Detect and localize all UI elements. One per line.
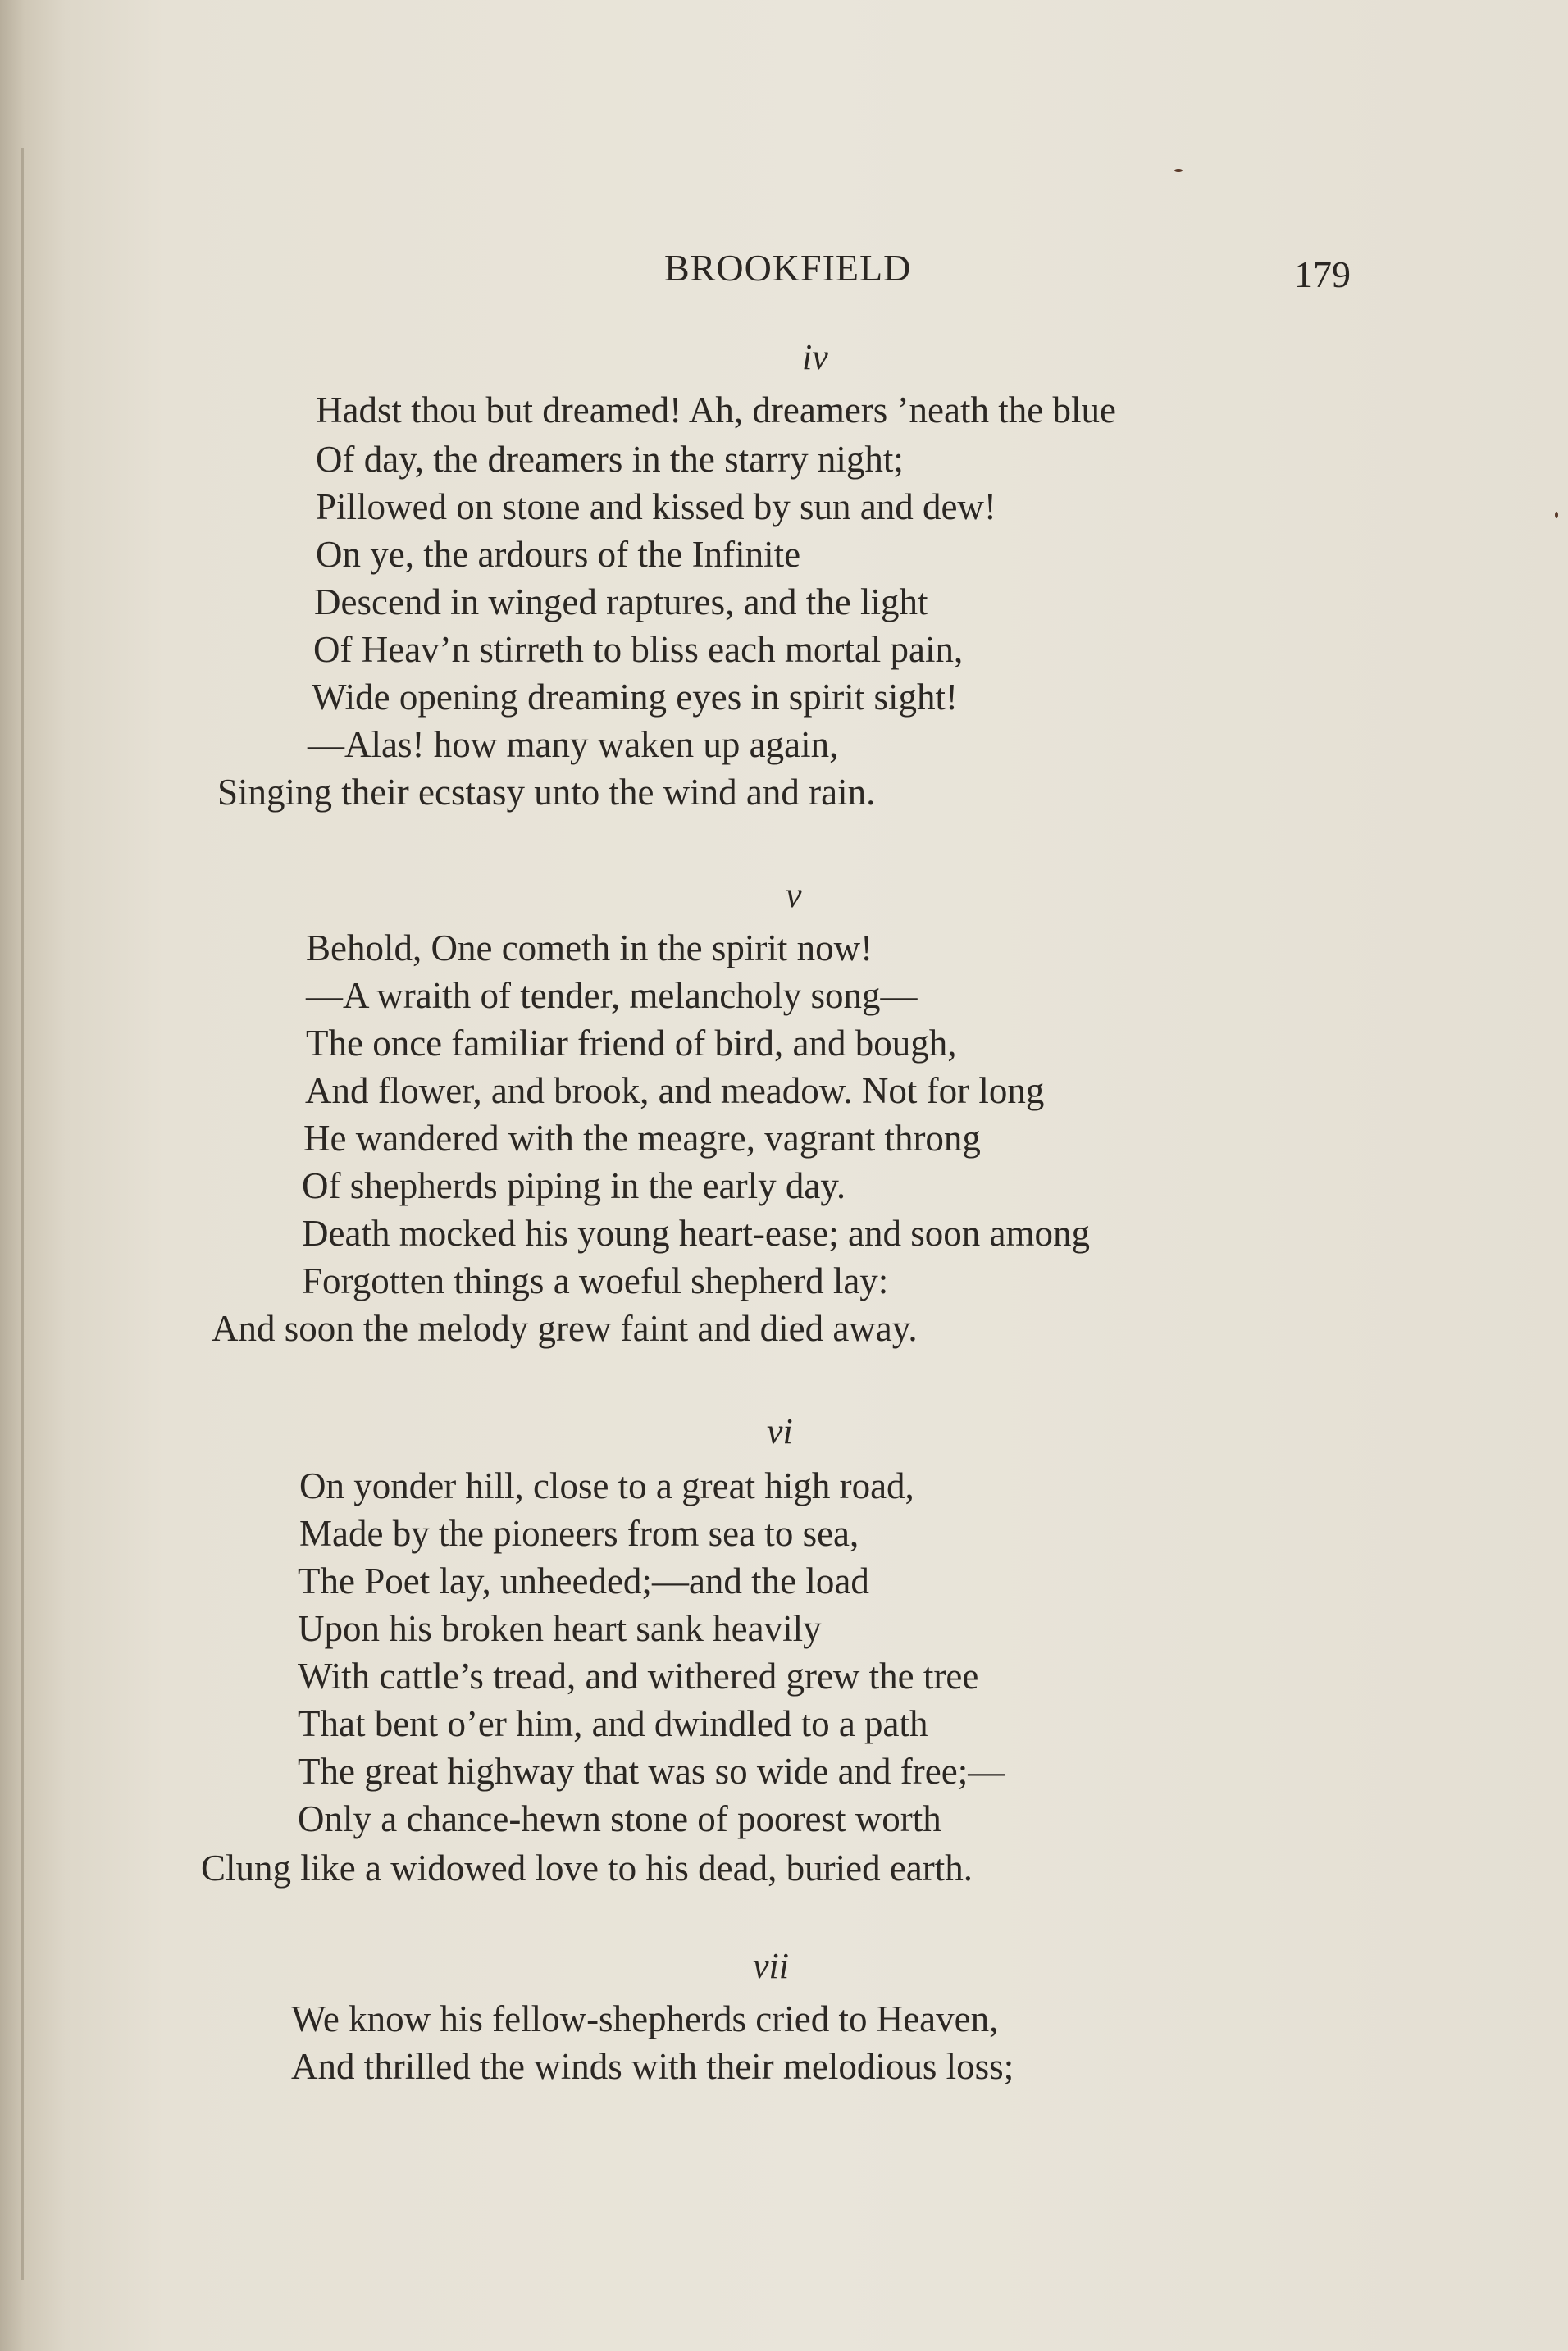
poem-line: And thrilled the winds with their melodious loss; — [291, 2046, 1014, 2087]
poem-line: With cattle’s tread, and withered grew the tree — [298, 1656, 979, 1697]
poem-line: Wide opening dreaming eyes in spirit sight! — [312, 677, 959, 718]
poem-line: Of shepherds piping in the early day. — [302, 1165, 846, 1206]
poem-line: Death mocked his young heart-ease; and soon among — [302, 1213, 1090, 1254]
poem-line: Upon his broken heart sank heavily — [298, 1608, 822, 1649]
poem-line: Only a chance-hewn stone of poorest worth — [298, 1798, 941, 1839]
poem-line: He wandered with the meagre, vagrant throng — [303, 1118, 981, 1159]
poem-line: Forgotten things a woeful shepherd lay: — [302, 1260, 889, 1301]
page-gutter-shadow — [21, 148, 24, 2280]
poem-line: Clung like a widowed love to his dead, buried earth. — [201, 1848, 973, 1889]
stanza-number: v — [786, 875, 802, 915]
poem-line: —Alas! how many waken up again, — [308, 724, 839, 765]
poem-line: And soon the melody grew faint and died away. — [212, 1308, 918, 1349]
poem-line: Of Heav’n stirreth to bliss each mortal pain, — [313, 629, 964, 670]
poem-line: The Poet lay, unheeded;—and the load — [298, 1560, 869, 1602]
stanza-number: vi — [767, 1411, 793, 1451]
page-number: 179 — [1294, 253, 1351, 295]
stanza-number: vii — [753, 1946, 789, 1986]
paper-speck — [1555, 512, 1558, 518]
poem-line: Hadst thou but dreamed! Ah, dreamers ’neath the blue — [316, 390, 1116, 431]
poem-line: Behold, One cometh in the spirit now! — [306, 927, 873, 968]
poem-line: The great highway that was so wide and free;— — [298, 1751, 1005, 1792]
poem-line: That bent o’er him, and dwindled to a path — [298, 1703, 928, 1744]
poem-line: The once familiar friend of bird, and bough, — [306, 1023, 957, 1064]
poem-line: Singing their ecstasy unto the wind and rain. — [217, 772, 876, 813]
poem-line: Of day, the dreamers in the starry night; — [316, 439, 904, 480]
running-head: BROOKFIELD — [664, 247, 912, 289]
paper-speck — [1174, 169, 1183, 172]
poem-line: On yonder hill, close to a great high road, — [299, 1465, 914, 1506]
poem-line: Descend in winged raptures, and the light — [314, 581, 928, 622]
poem-line: We know his fellow-shepherds cried to Heaven, — [291, 1998, 999, 2039]
poem-line: Made by the pioneers from sea to sea, — [299, 1513, 859, 1554]
stanza-number: iv — [802, 337, 828, 377]
poem-line: —A wraith of tender, melancholy song— — [306, 975, 918, 1016]
poem-line: And flower, and brook, and meadow. Not for long — [305, 1070, 1045, 1111]
poem-line: Pillowed on stone and kissed by sun and dew! — [316, 486, 996, 527]
poem-line: On ye, the ardours of the Infinite — [316, 534, 801, 575]
